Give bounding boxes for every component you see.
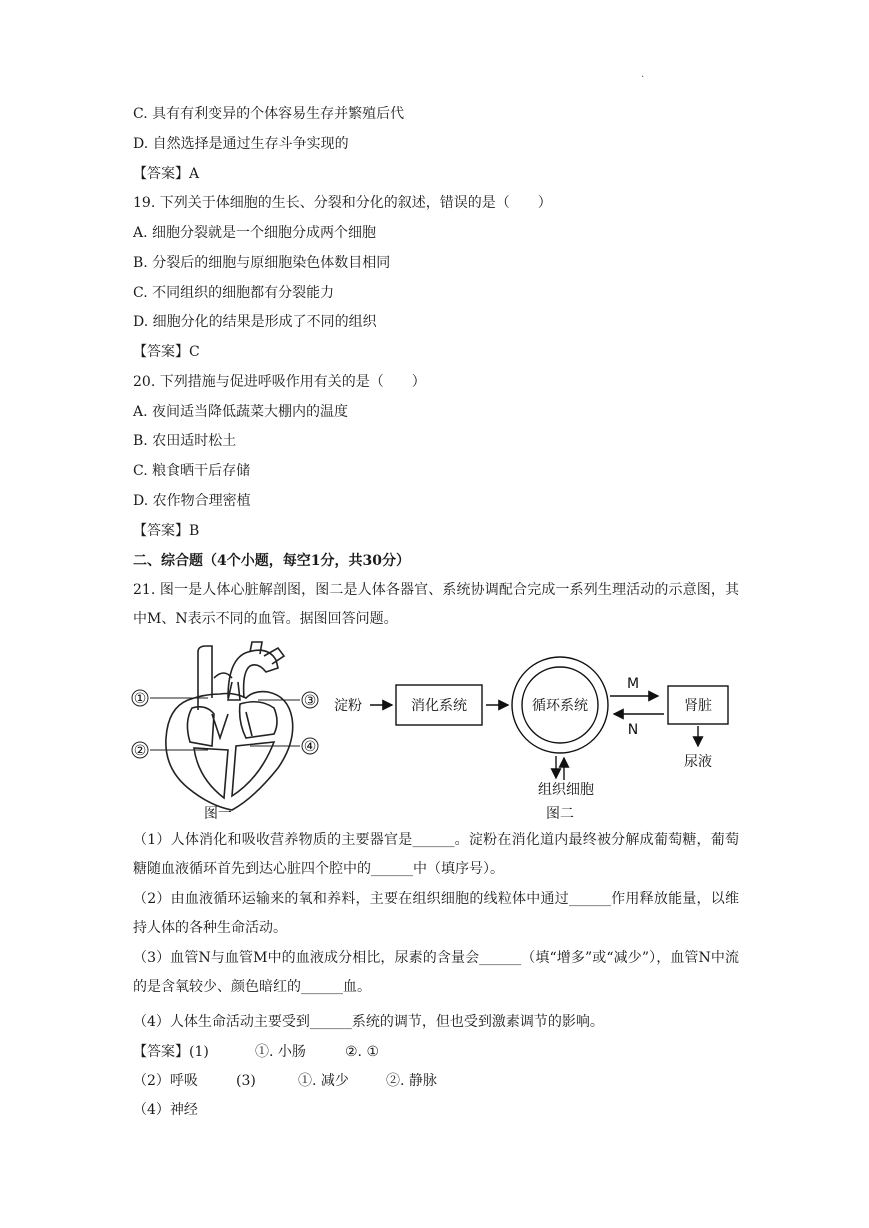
q21-answer-p1-b: ②. ① (345, 1044, 380, 1060)
heart-label-1: ① (133, 691, 147, 707)
q20-answer: 【答案】B (133, 523, 200, 539)
aorta-icon (228, 650, 278, 698)
q20-option-a: A. 夜间适当降低蔬菜大棚内的温度 (133, 404, 349, 420)
q21-answer-p3-a: ①. 减少 (298, 1073, 349, 1089)
q21-figures-svg (128, 638, 748, 828)
circulatory-system-label: 循环系统 (532, 698, 588, 714)
kidney-label: 肾脏 (684, 698, 712, 714)
q20-option-d: D. 农作物合理密植 (133, 493, 251, 509)
heart-diagram (150, 642, 300, 810)
q19-stem: 19. 下列关于体细胞的生长、分裂和分化的叙述，错误的是（ ） (133, 195, 552, 211)
heart-label-4: ④ (303, 739, 317, 755)
figure1-caption: 图一 (204, 806, 232, 822)
q19-option-d: D. 细胞分化的结果是形成了不同的组织 (133, 314, 377, 330)
starch-label: 淀粉 (334, 698, 362, 714)
q21-stem: 21. 图一是人体心脏解剖图，图二是人体各器官、系统协调配合完成一系列生理活动的示意图，其中M、N表示不同的血管。据图回答问题。 (133, 582, 739, 627)
q21-answer-p1-a: ①. 小肠 (255, 1044, 306, 1060)
q21-answer-prefix: 【答案】(1) (133, 1044, 209, 1060)
vena-cava-icon (198, 646, 212, 710)
digestive-system-label: 消化系统 (411, 698, 467, 714)
q21-sub1: （1）人体消化和吸收营养物质的主要器官是______。淀粉在消化道内最终被分解成葡萄糖，葡萄糖随血液循环首先到达心脏四个腔中的______中（填序号）。 (133, 832, 739, 877)
urine-label: 尿液 (684, 754, 712, 770)
q21-answer-p3: (3) (236, 1073, 256, 1089)
q20-option-b: B. 农田适时松土 (133, 433, 237, 449)
q21-figures (128, 638, 748, 828)
tissue-cells-label: 组织细胞 (538, 782, 594, 798)
vessel-m-label: M (626, 676, 640, 692)
q21-sub3: （3）血管N与血管M中的血液成分相比，尿素的含量会______（填“增多”或“减少”），血管N中流的是含氧较少、颜色暗红的______血。 (133, 950, 739, 995)
heart-label-2: ② (133, 743, 147, 759)
q19-answer: 【答案】C (133, 344, 200, 360)
vessel-n-label: N (627, 722, 639, 738)
q18-answer: 【答案】A (133, 166, 200, 182)
q21-answer-p3-b: ②. 静脉 (386, 1073, 437, 1089)
heart-outline-icon (166, 692, 293, 810)
q18-option-c: C. 具有有利变异的个体容易生存并繁殖后代 (133, 106, 405, 122)
figure2-caption: 图二 (546, 806, 574, 822)
q21-sub4: （4）人体生命活动主要受到______系统的调节，但也受到激素调节的影响。 (133, 1014, 604, 1030)
section2-title: 二、综合题（4个小题，每空1分，共30分） (133, 553, 410, 569)
page-mark: · (641, 72, 645, 83)
heart-label-3: ③ (303, 693, 317, 709)
q21-answer-p4: （4）神经 (133, 1102, 198, 1118)
q21-sub2: （2）由血液循环运输来的氧和养料，主要在组织细胞的线粒体中通过______作用释放能量，以维持人体的各种生命活动。 (133, 891, 739, 936)
q19-option-c: C. 不同组织的细胞都有分裂能力 (133, 285, 335, 301)
q18-option-d: D. 自然选择是通过生存斗争实现的 (133, 136, 349, 152)
q19-option-b: B. 分裂后的细胞与原细胞染色体数目相同 (133, 255, 391, 271)
q20-stem: 20. 下列措施与促进呼吸作用有关的是（ ） (133, 374, 426, 390)
q19-option-a: A. 细胞分裂就是一个细胞分成两个细胞 (133, 225, 377, 241)
q20-option-c: C. 粮食晒干后存储 (133, 463, 251, 479)
q21-answer-p2: （2）呼吸 (133, 1073, 198, 1089)
